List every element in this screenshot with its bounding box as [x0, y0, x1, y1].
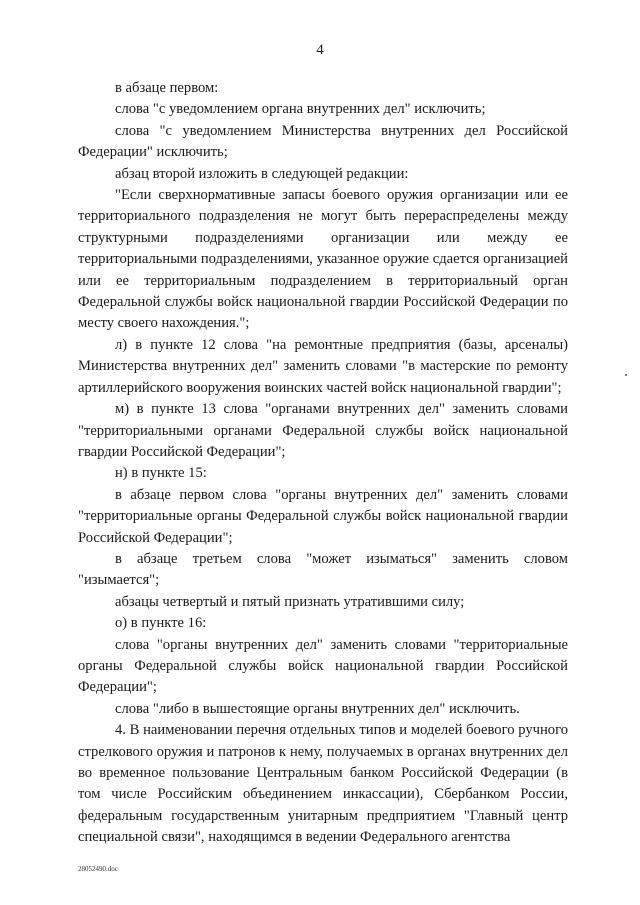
paragraph: в абзаце первом: — [115, 80, 219, 96]
paragraph: н) в пункте 15: — [115, 465, 207, 482]
paragraph: слова "органы внутренних дел" заменить словами "территориальные органы Федеральной службы войск национальной гвардии Российской Федерации"; — [78, 636, 568, 696]
paragraph: в абзаце первом слова "органы внутренних дел" заменить словами "территориальные органы Федеральной службы войск национальной гвардии Российской Федерации"; — [78, 486, 568, 546]
paragraph: слова "с уведомлением Министерства внутренних дел Российской Федерации" исключить; — [78, 122, 568, 161]
paragraph: абзацы четвертый и пятый признать утратившими силу; — [115, 593, 465, 610]
margin-mark — [625, 374, 627, 376]
document-file-name: 28052490.doc — [78, 865, 118, 873]
paragraph: в абзаце третьем слова "может изыматься" заменить словом "изымается"; — [78, 550, 568, 589]
paragraph: 4. В наименовании перечня отдельных типов и моделей боевого ручного стрелкового оружия и патронов к нему, получаемых в органах внутренних дел во временное пользование Центральным банком Российской Федерации (в том числе Российским объединением инкассации), Сбербанком России, федеральным государственным унитарным предприятием "Главный центр специальной связи", находящимся в ведении Федерального агентства — [78, 722, 568, 846]
paragraph: о) в пункте 16: — [115, 615, 207, 632]
paragraph: "Если сверхнормативные запасы боевого оружия организации или ее территориального подразделения не могут быть перераспределены между структурными подразделениями организации или между ее территориальными подразделениями, указанное оружие сдается организацией или ее территориальным подразделением в территориальный орган Федеральной службы войск национальной гвардии Российской Федерации по месту своего нахождения."; — [78, 187, 568, 332]
paragraph: слова "либо в вышестоящие органы внутренних дел" исключить. — [115, 700, 520, 717]
page-number: 4 — [316, 42, 324, 58]
paragraph: м) в пункте 13 слова "органами внутренних дел" заменить словами "территориальными органами Федеральной службы войск национальной гвардии Российской Федерации"; — [78, 401, 568, 460]
paragraph: слова "с уведомлением органа внутренних дел" исключить; — [115, 101, 486, 118]
paragraph: л) в пункте 12 слова "на ремонтные предприятия (базы, арсеналы) Министерства внутренних дел" заменить словами "в мастерские по ремонту артиллерийского вооружения воинских частей войск национальной гвардии"; — [78, 336, 568, 396]
paragraph: абзац второй изложить в следующей редакции: — [115, 165, 409, 182]
body-text — [78, 78, 568, 849]
